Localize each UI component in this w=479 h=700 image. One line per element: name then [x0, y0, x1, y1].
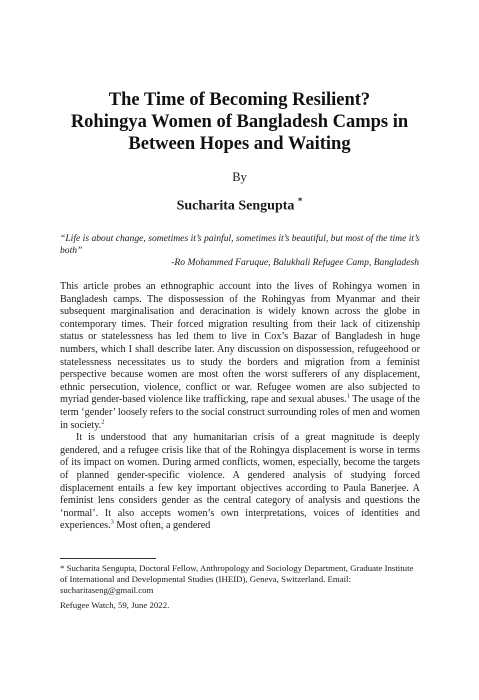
footnote-ref-2: 2	[101, 418, 105, 426]
article-body	[60, 281, 420, 533]
footnote-ref-3: 3	[110, 518, 114, 526]
author-name	[0, 196, 479, 215]
byline-by: By	[232, 170, 247, 184]
paragraph-1-part-b: The usage of the term ‘gender’ loosely refers to the social construct surrounding roles of men and women in society.	[60, 394, 420, 431]
epigraph-attribution: -Ro Mohammed Faruque, Balukhali Refugee Camp, Bangladesh	[171, 257, 419, 268]
author-footnote: * Sucharita Sengupta, Doctoral Fellow, Anthropology and Sociology Department, Graduate Institute of International and Developmental Studies (IHEID), Geneva, Switzerland. Email: sucharitaseng@gmail.com	[60, 563, 414, 595]
title-line-3: Between Hopes and Waiting	[128, 134, 351, 154]
author-name-text: Sucharita Sengupta	[176, 198, 295, 214]
epigraph-quote: “Life is about change, sometimes it’s painful, sometimes it’s beautiful, but most of the time it’s both”	[60, 233, 420, 256]
paragraph-2	[60, 432, 420, 533]
paragraph-2-part-b: Most often, a gendered	[113, 520, 211, 532]
footnote-divider	[60, 558, 156, 559]
title-line-1: The Time of Becoming Resilient?	[108, 90, 371, 110]
author-footnote-mark: *	[297, 196, 303, 206]
paragraph-1	[60, 281, 420, 432]
article-title	[40, 89, 439, 155]
footnote-ref-1: 1	[346, 392, 350, 400]
journal-citation: Refugee Watch, 59, June 2022.	[60, 600, 170, 610]
paragraph-2-part-a: It is understood that any humanitarian crisis of a great magnitude is deeply gendered, and a refugee crisis like that of the Rohingya displacement is worse in terms of its impact on women. During armed conflicts, women, especially, become the targets of planned gender-specific violence. A gendered analysis of studying forced displacement entails a few key important objectives according to Paula Banerjee. A feminist lens considers gender as the central category of analysis and questions the ‘normal’. It also accepts women’s own interpretations, voices of identities and experiences.	[60, 432, 420, 532]
paragraph-1-part-a: This article probes an ethnographic account into the lives of Rohingya women in Bangladesh camps. The dispossession of the Rohingyas from Myanmar and their subsequent marginalisation and deracination is widely known across the globe in contemporary times. Their forced migration resulting from their lack of citizenship status or statelessness has led them to live in Cox’s Bazar of Bangladesh in huge numbers, which I shall describe later. Any discussion on dispossession, refugeehood or statelessness necessitates us to study the borders and migration from a feminist perspective because women are most often the worst sufferers of any displacement, ethnic persecution, violence, conflict or war. Refugee women are also subjected to myriad gender-based violence like trafficking, rape and sexual abuses.	[60, 281, 420, 406]
title-line-2: Rohingya Women of Bangladesh Camps in	[70, 112, 409, 132]
